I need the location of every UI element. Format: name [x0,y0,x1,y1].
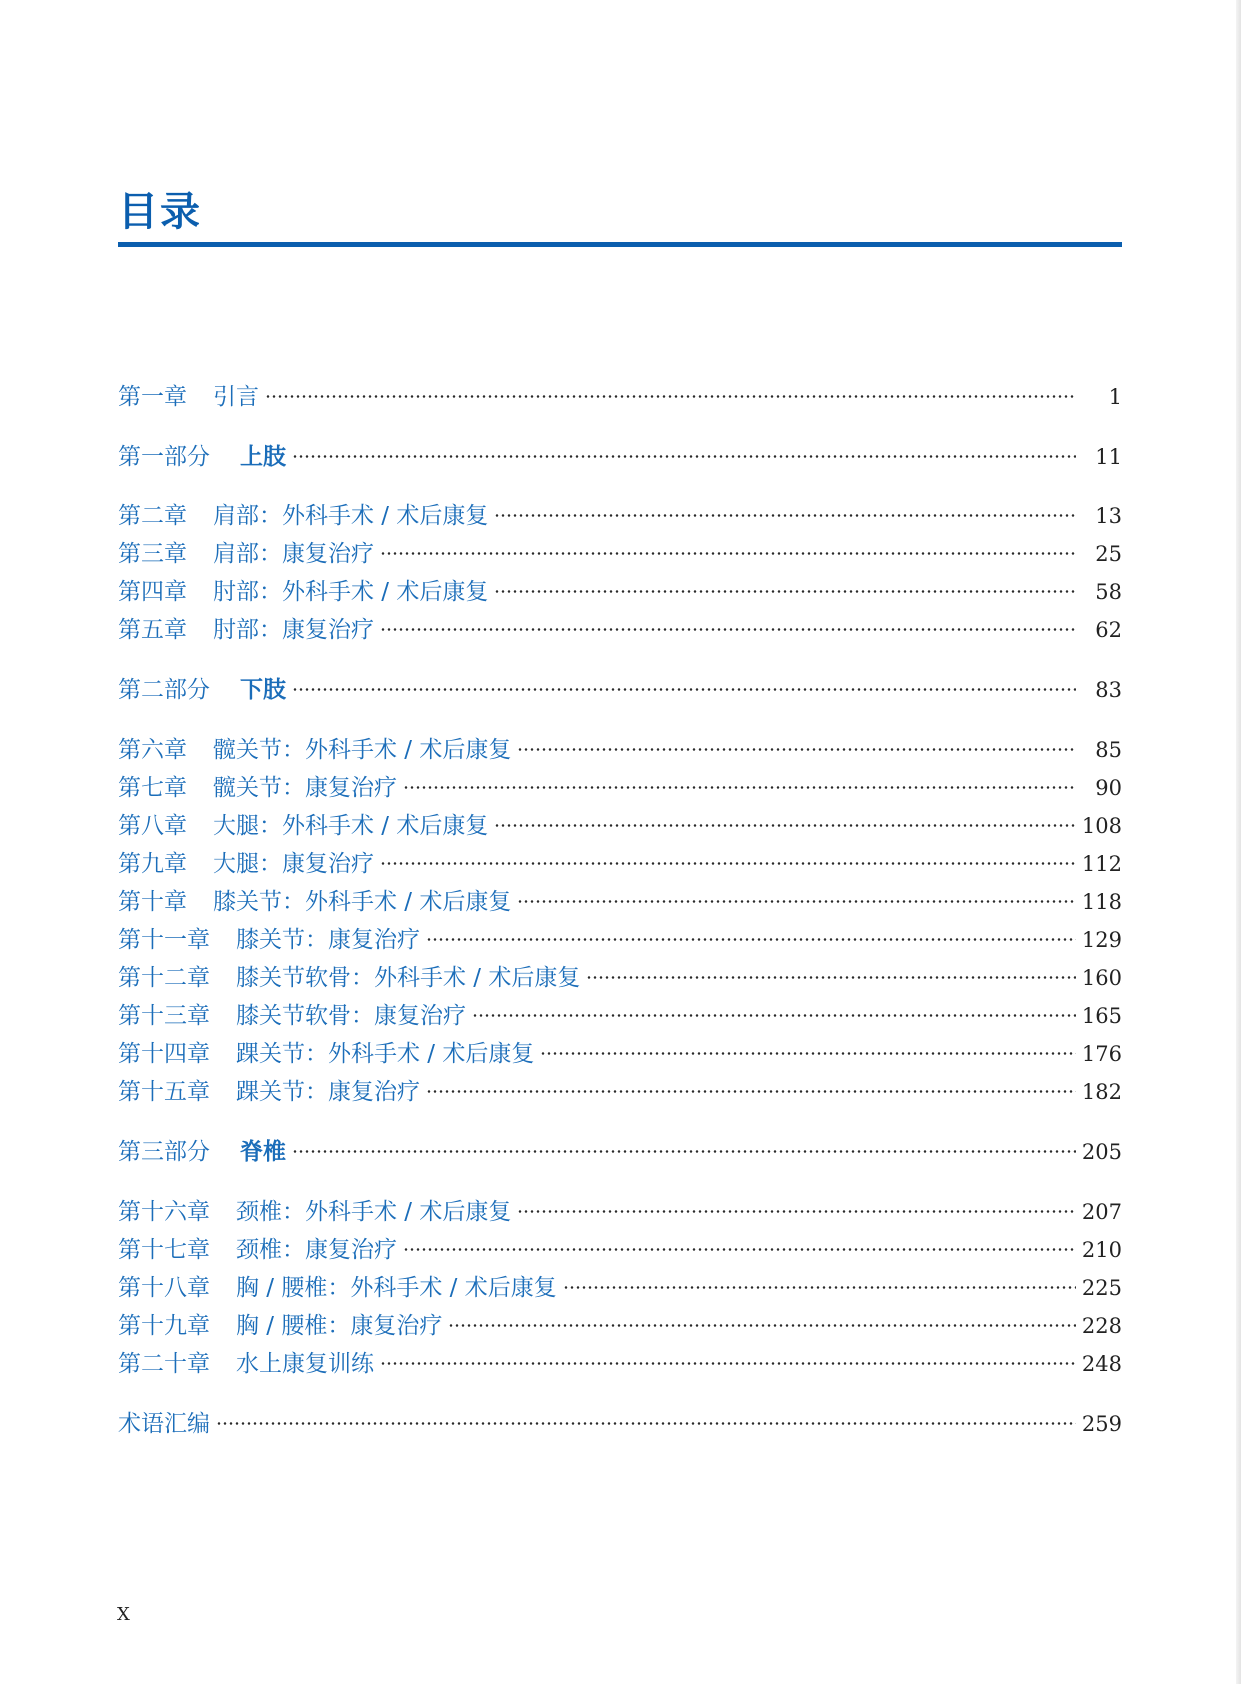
toc-page-number: 11 [1095,445,1122,469]
toc-chapter-entry[interactable] [118,959,1122,992]
dot-leader [403,786,1076,789]
toc-page-number: 90 [1095,776,1122,800]
toc-entry-number: 第十三章 [118,1003,210,1029]
dot-leader [380,552,1076,555]
toc-entry-label [118,845,374,878]
toc-page-number: 62 [1095,618,1122,642]
toc-entry-number: 第三章 [118,541,187,567]
toc-part-entry[interactable] [118,671,1122,704]
toc-page-number: 58 [1095,580,1122,604]
dot-leader [517,748,1076,751]
toc-page-number: 210 [1081,1238,1122,1262]
toc-page-number: 248 [1081,1352,1122,1376]
toc-entry-number: 第二部分 [118,677,210,703]
toc-chapter-entry[interactable] [118,845,1122,878]
toc-entry-title: 上肢 [240,444,286,470]
dot-leader [586,976,1076,979]
toc-entry-title: 胸 / 腰椎：康复治疗 [236,1313,443,1339]
toc-entry-title: 肘部：外科手术 / 术后康复 [213,579,489,605]
toc-entry-label [118,921,420,954]
toc-entry-number: 第十四章 [118,1041,210,1067]
page-title: 目录 [118,189,202,235]
toc-entry-title: 脊椎 [240,1139,286,1165]
toc-entry-title: 水上康复训练 [236,1351,374,1377]
dot-leader [380,628,1076,631]
toc-entry-number: 第十六章 [118,1199,210,1225]
toc-part-entry[interactable] [118,1405,1122,1438]
toc-chapter-entry[interactable] [118,1269,1122,1302]
toc-chapter-entry[interactable] [118,769,1122,802]
toc-page-number: 13 [1095,504,1122,528]
toc-page-number: 108 [1081,814,1122,838]
dot-leader [563,1286,1076,1289]
dot-leader [380,862,1076,865]
toc-entry-label [118,1345,374,1378]
toc-entry-number: 第八章 [118,813,187,839]
toc-chapter-entry[interactable] [118,731,1122,764]
toc-page-number: 1 [1108,385,1122,409]
page-folio: X [117,1604,130,1625]
toc-page-number: 160 [1081,966,1122,990]
toc-page-number: 165 [1081,1004,1122,1028]
toc-entry-title: 踝关节：外科手术 / 术后康复 [236,1041,535,1067]
toc-entry-number: 第一章 [118,384,187,410]
toc-entry-label [118,535,374,568]
toc-entry-label [118,1133,286,1166]
toc-chapter-entry[interactable] [118,921,1122,954]
toc-page-number: 182 [1081,1080,1122,1104]
dot-leader [517,900,1076,903]
toc-entry-label [118,1231,397,1264]
dot-leader [494,590,1076,593]
toc-page-number: 118 [1081,890,1122,914]
toc-entry-label [118,731,511,764]
toc-page-number: 83 [1095,678,1122,702]
toc-entry-title: 髋关节：外科手术 / 术后康复 [213,737,512,763]
toc-entry-title: 大腿：康复治疗 [213,851,374,877]
toc-entry-label [118,807,488,840]
toc-page-number: 207 [1081,1200,1122,1224]
toc-chapter-entry[interactable] [118,883,1122,916]
toc-entry-number: 第二十章 [118,1351,210,1377]
toc-page-number: 176 [1081,1042,1122,1066]
toc-part-entry[interactable] [118,1133,1122,1166]
toc-entry-title: 下肢 [240,677,286,703]
toc-chapter-entry[interactable] [118,807,1122,840]
dot-leader [426,938,1076,941]
toc-entry-title: 膝关节：外科手术 / 术后康复 [213,889,512,915]
dot-leader [292,688,1076,691]
toc-chapter-entry[interactable] [118,378,1122,411]
toc-entry-number: 第十二章 [118,965,210,991]
toc-chapter-entry[interactable] [118,1035,1122,1068]
dot-leader [517,1210,1076,1213]
toc-entry-label [118,573,488,606]
toc-chapter-entry[interactable] [118,997,1122,1030]
dot-leader [448,1324,1076,1327]
toc-entry-title: 颈椎：康复治疗 [236,1237,397,1263]
toc-entry-title: 胸 / 腰椎：外科手术 / 术后康复 [236,1275,557,1301]
dot-leader [494,824,1076,827]
toc-entry-title: 肘部：康复治疗 [213,617,374,643]
toc-entry-number: 第十五章 [118,1079,210,1105]
toc-entry-title: 膝关节软骨：康复治疗 [236,1003,466,1029]
toc-page-number: 225 [1081,1276,1122,1300]
toc-entry-number: 第十八章 [118,1275,210,1301]
toc-chapter-entry[interactable] [118,1345,1122,1378]
toc-entry-label [118,671,286,704]
toc-entry-label [118,378,259,411]
toc-chapter-entry[interactable] [118,1073,1122,1106]
toc-entry-number: 第十章 [118,889,187,915]
toc-entry-label [118,1269,557,1302]
dot-leader [426,1090,1076,1093]
toc-entry-number: 第二章 [118,503,187,529]
dot-leader [292,455,1076,458]
toc-entry-title: 肩部：外科手术 / 术后康复 [213,503,489,529]
toc-entry-label [118,1193,511,1226]
toc-chapter-entry[interactable] [118,1307,1122,1340]
dot-leader [494,514,1076,517]
toc-entry-number: 第十七章 [118,1237,210,1263]
dot-leader [403,1248,1076,1251]
toc-entry-label [118,997,466,1030]
toc-entry-title: 膝关节：康复治疗 [236,927,420,953]
title-rule [118,242,1122,247]
toc-entry-number: 第七章 [118,775,187,801]
toc-entry-number: 第三部分 [118,1139,210,1165]
toc-page-number: 25 [1095,542,1122,566]
toc-entry-label [118,438,286,471]
dot-leader [216,1422,1076,1425]
toc-entry-label [118,1035,534,1068]
toc-entry-number: 第九章 [118,851,187,877]
page-edge-shadow [1236,0,1241,1684]
toc-page-number: 228 [1081,1314,1122,1338]
dot-leader [380,1362,1076,1365]
toc-entry-label [118,1073,420,1106]
toc-entry-title: 髋关节：康复治疗 [213,775,397,801]
toc-chapter-entry[interactable] [118,535,1122,568]
toc-entry-number: 第十九章 [118,1313,210,1339]
toc-entry-label [118,1405,210,1438]
toc-chapter-entry[interactable] [118,497,1122,530]
dot-leader [540,1052,1076,1055]
toc-entry-title: 肩部：康复治疗 [213,541,374,567]
toc-entry-number: 第六章 [118,737,187,763]
toc-page-number: 129 [1081,928,1122,952]
toc-page-number: 85 [1095,738,1122,762]
toc-entry-title: 大腿：外科手术 / 术后康复 [213,813,489,839]
toc-entry-label [118,497,488,530]
toc-entry-title: 引言 [213,384,259,410]
toc-entry-number: 第十一章 [118,927,210,953]
toc-entry-label [118,1307,442,1340]
dot-leader [265,395,1076,398]
toc-entry-title: 膝关节软骨：外科手术 / 术后康复 [236,965,581,991]
toc-part-entry[interactable] [118,438,1122,471]
toc-entry-label [118,769,397,802]
toc-entry-number: 第一部分 [118,444,210,470]
toc-entry-label [118,959,580,992]
toc-chapter-entry[interactable] [118,611,1122,644]
toc-chapter-entry[interactable] [118,1193,1122,1226]
toc-entry-number: 第五章 [118,617,187,643]
toc-entry-number: 术语汇编 [118,1411,210,1437]
dot-leader [292,1150,1076,1153]
dot-leader [472,1014,1076,1017]
toc-entry-number: 第四章 [118,579,187,605]
toc-chapter-entry[interactable] [118,573,1122,606]
toc-page-number: 205 [1081,1140,1122,1164]
toc-entry-title: 颈椎：外科手术 / 术后康复 [236,1199,512,1225]
toc-chapter-entry[interactable] [118,1231,1122,1264]
toc-entry-label [118,883,511,916]
toc-entry-label [118,611,374,644]
toc-entry-title: 踝关节：康复治疗 [236,1079,420,1105]
toc-page-number: 259 [1081,1412,1122,1436]
toc-page-number: 112 [1081,852,1122,876]
